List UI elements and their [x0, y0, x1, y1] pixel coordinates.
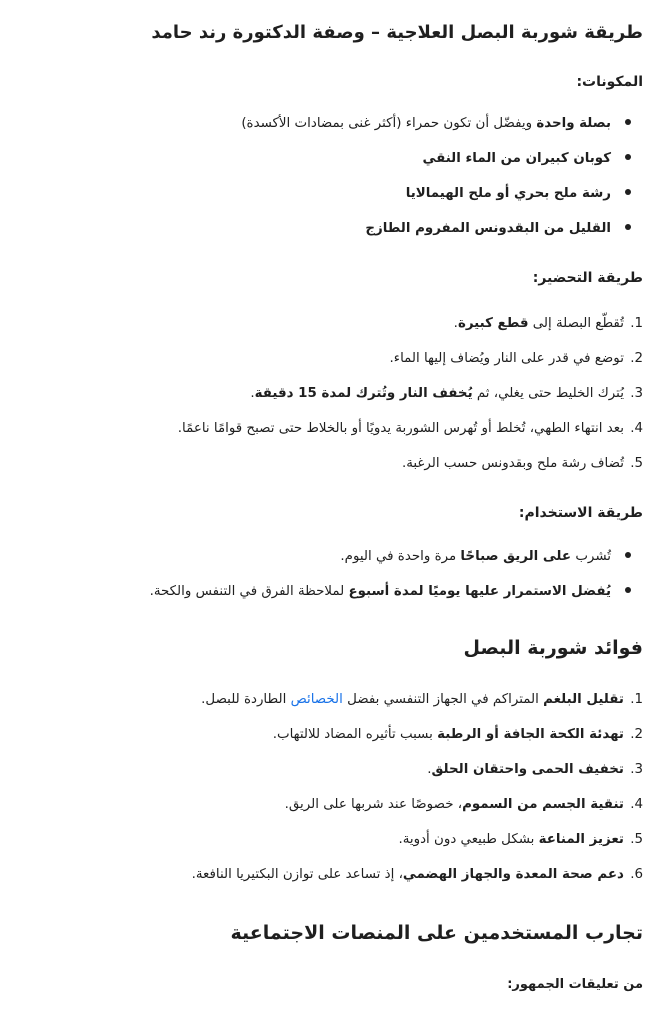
- ingredient-bold: بصلة واحدة: [536, 116, 611, 131]
- benefit-bold: تقليل البلغم: [543, 692, 624, 707]
- ingredient-text: ويفضّل أن تكون حمراء (أكثر غنى بمضادات الأكسدة): [241, 116, 537, 131]
- benefit-bold: دعم صحة المعدة والجهاز الهضمي: [402, 867, 624, 882]
- benefit-text: .: [427, 762, 432, 777]
- bullet-icon: [625, 587, 631, 593]
- ingredient-item: [10, 219, 631, 239]
- preparation-heading: طريقة التحضير:: [532, 270, 643, 286]
- benefit-text: ، إذ تساعد على توازن البكتيريا النافعة.: [191, 867, 403, 882]
- ingredient-item: [10, 149, 631, 169]
- step-text: توضع في قدر على النار ويُضاف إليها الماء.: [389, 351, 624, 366]
- benefit-item: [10, 725, 643, 745]
- step-number: 2.: [630, 351, 643, 366]
- benefit-number: 3.: [630, 762, 643, 777]
- benefit-number: 2.: [630, 727, 643, 742]
- step-text: يُترك الخليط حتى يغلي، ثم: [472, 386, 624, 401]
- usage-heading: طريقة الاستخدام:: [518, 505, 643, 521]
- step-text: تُقطّع البصلة إلى: [528, 316, 624, 331]
- step-text: تُضاف رشة ملح وبقدونس حسب الرغبة.: [401, 456, 624, 471]
- step-number: 1.: [630, 316, 643, 331]
- ingredient-bold: رشة ملح بحري أو ملح الهيمالايا: [405, 186, 611, 201]
- bullet-icon: [625, 224, 631, 230]
- benefit-item: [10, 795, 643, 815]
- step-number: 4.: [630, 421, 643, 436]
- benefit-number: 6.: [630, 867, 643, 882]
- step-text: بعد انتهاء الطهي، تُخلط أو تُهرس الشوربة يدويًا أو بالخلاط حتى تصبح قوامًا ناعمًا.: [177, 421, 624, 436]
- preparation-step: [10, 419, 643, 439]
- benefit-item: [10, 865, 643, 885]
- step-text: .: [453, 316, 458, 331]
- ingredient-item: [10, 184, 631, 204]
- ingredient-item: [10, 114, 631, 134]
- page-title: طريقة شوربة البصل العلاجية – وصفة الدكتورة رند حامد: [151, 22, 643, 43]
- preparation-step: [10, 314, 643, 334]
- benefit-text: بسبب تأثيره المضاد للالتهاب.: [272, 727, 438, 742]
- usage-item: [10, 582, 631, 602]
- benefit-number: 4.: [630, 797, 643, 812]
- benefit-bold: تعزيز المناعة: [538, 832, 624, 847]
- benefit-item: [10, 760, 643, 780]
- benefit-number: 5.: [630, 832, 643, 847]
- benefit-text: الطاردة للبصل.: [201, 692, 291, 707]
- usage-text: لملاحظة الفرق في التنفس والكحة.: [149, 584, 349, 599]
- step-number: 3.: [630, 386, 643, 401]
- step-bold: يُخفف النار وتُترك لمدة 15 دقيقة: [254, 386, 473, 401]
- usage-text: تُشرب: [571, 549, 611, 564]
- usage-bold: يُفضل الاستمرار عليها يوميًا لمدة أسبوع: [348, 584, 611, 599]
- benefit-bold: تهدئة الكحة الجافة أو الرطبة: [437, 727, 624, 742]
- bullet-icon: [625, 552, 631, 558]
- benefit-text: المتراكم في الجهاز التنفسي بفضل: [342, 692, 544, 707]
- benefit-bold: تنقية الجسم من السموم: [462, 797, 624, 812]
- social-heading: تجارب المستخدمين على المنصات الاجتماعية: [230, 922, 643, 944]
- bullet-icon: [625, 119, 631, 125]
- preparation-step: [10, 384, 643, 404]
- bullet-icon: [625, 189, 631, 195]
- benefit-text: ، خصوصًا عند شربها على الريق.: [284, 797, 463, 812]
- bullet-icon: [625, 154, 631, 160]
- benefit-text: بشكل طبيعي دون أدوية.: [398, 832, 539, 847]
- benefit-item: [10, 690, 643, 710]
- benefit-number: 1.: [630, 692, 643, 707]
- usage-bold: على الريق صباحًا: [460, 549, 572, 564]
- preparation-step: [10, 454, 643, 474]
- ingredient-bold: القليل من البقدونس المفروم الطازج: [365, 221, 611, 236]
- benefit-bold: تخفيف الحمى واحتقان الحلق: [431, 762, 624, 777]
- social-subheading: من تعليقات الجمهور:: [507, 977, 643, 992]
- benefit-item: [10, 830, 643, 850]
- usage-item: [10, 547, 631, 567]
- step-number: 5.: [630, 456, 643, 471]
- properties-link[interactable]: الخصائص: [290, 692, 343, 707]
- ingredient-bold: كوبان كبيران من الماء النقي: [422, 151, 611, 166]
- ingredients-heading: المكونات:: [576, 74, 643, 90]
- benefits-heading: فوائد شوربة البصل: [463, 637, 643, 659]
- step-text: .: [250, 386, 255, 401]
- usage-text: مرة واحدة في اليوم.: [340, 549, 461, 564]
- preparation-step: [10, 349, 643, 369]
- step-bold: قطع كبيرة: [457, 316, 529, 331]
